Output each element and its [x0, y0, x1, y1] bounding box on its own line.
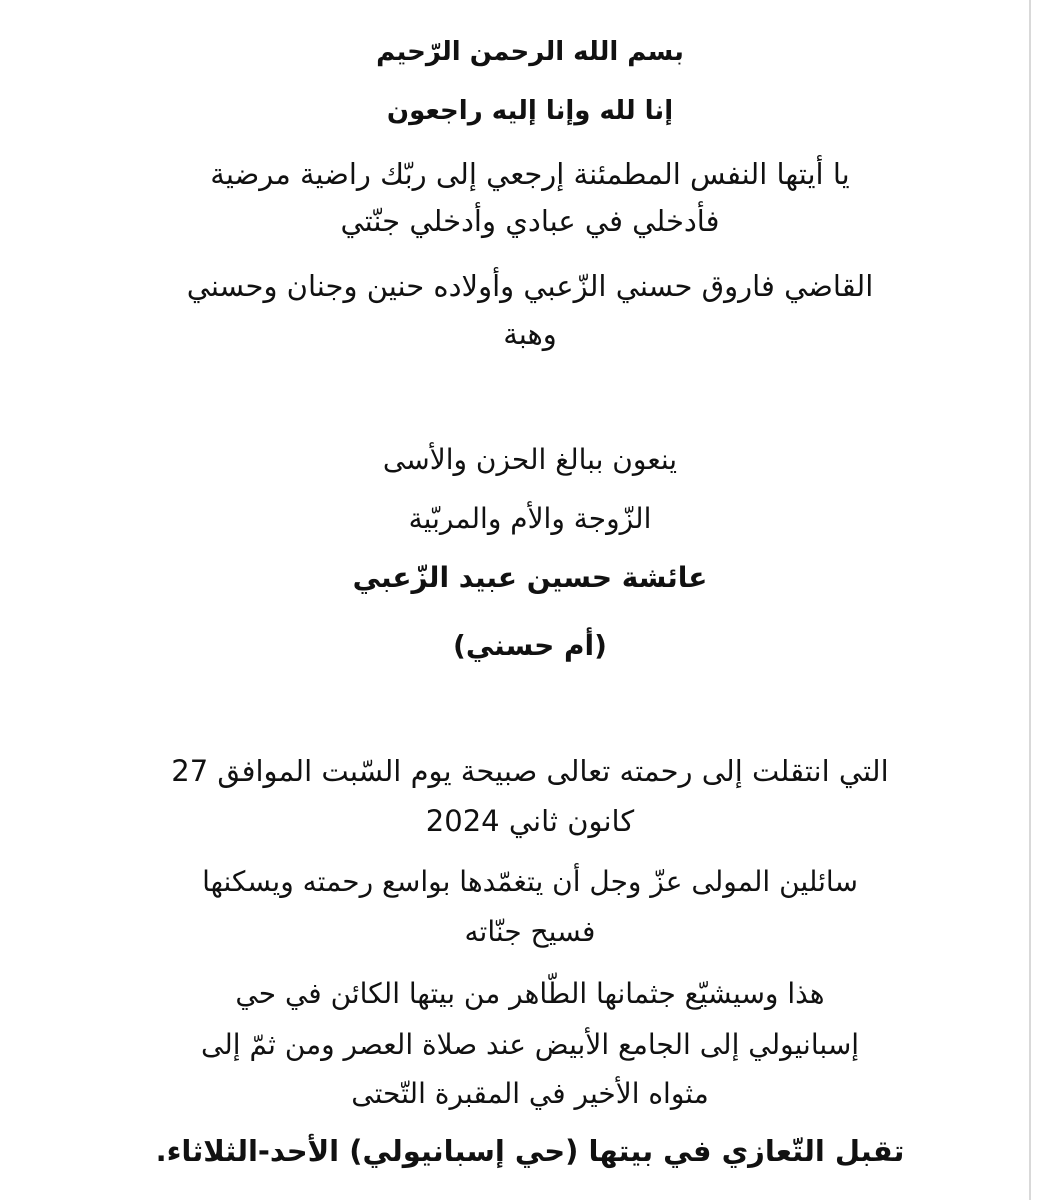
announce-line: ينعون ببالغ الحزن والأسى [382, 443, 678, 476]
death-line-2: كانون ثاني 2024 [425, 804, 635, 838]
mourners-line-1: القاضي فاروق حسني الزّعبي وأولاده حنين وجنان وحسني [186, 269, 874, 303]
page-edge-divider [1029, 0, 1031, 1200]
verse-line-1: يا أيتها النفس المطمئنة إرجعي إلى ربّك راضية مرضية [210, 157, 850, 191]
verse-line-2: فأدخلي في عبادي وأدخلي جنّتي [340, 204, 720, 238]
mourners-line-2: وهبة [503, 317, 557, 351]
funeral-line-3: مثواه الأخير في المقبرة التّحتى [351, 1077, 709, 1110]
relation-line: الزّوجة والأم والمربّية [408, 502, 652, 535]
basmala-line: بسم الله الرحمن الرّحيم [376, 37, 684, 67]
deceased-name: عائشة حسين عبيد الزّعبي [352, 561, 708, 594]
deceased-kunya: (أم حسني) [453, 629, 607, 662]
istirja-line: إنا لله وإنا إليه راجعون [386, 96, 674, 126]
funeral-line-1: هذا وسيشيّع جثمانها الطّاهر من بيتها الكائن في حي [235, 977, 825, 1010]
condolences-line: تقبل التّعازي في بيتها (حي إسبانيولي) الأحد-الثلاثاء. [155, 1134, 905, 1168]
prayer-line-2: فسيح جنّاته [464, 915, 596, 948]
death-line-1: التي انتقلت إلى رحمته تعالى صبيحة يوم السّبت الموافق 27 [171, 754, 889, 788]
funeral-line-2: إسبانيولي إلى الجامع الأبيض عند صلاة العصر ومن ثمّ إلى [200, 1028, 860, 1061]
prayer-line-1: سائلين المولى عزّ وجل أن يتغمّدها بواسع رحمته ويسكنها [202, 865, 858, 898]
